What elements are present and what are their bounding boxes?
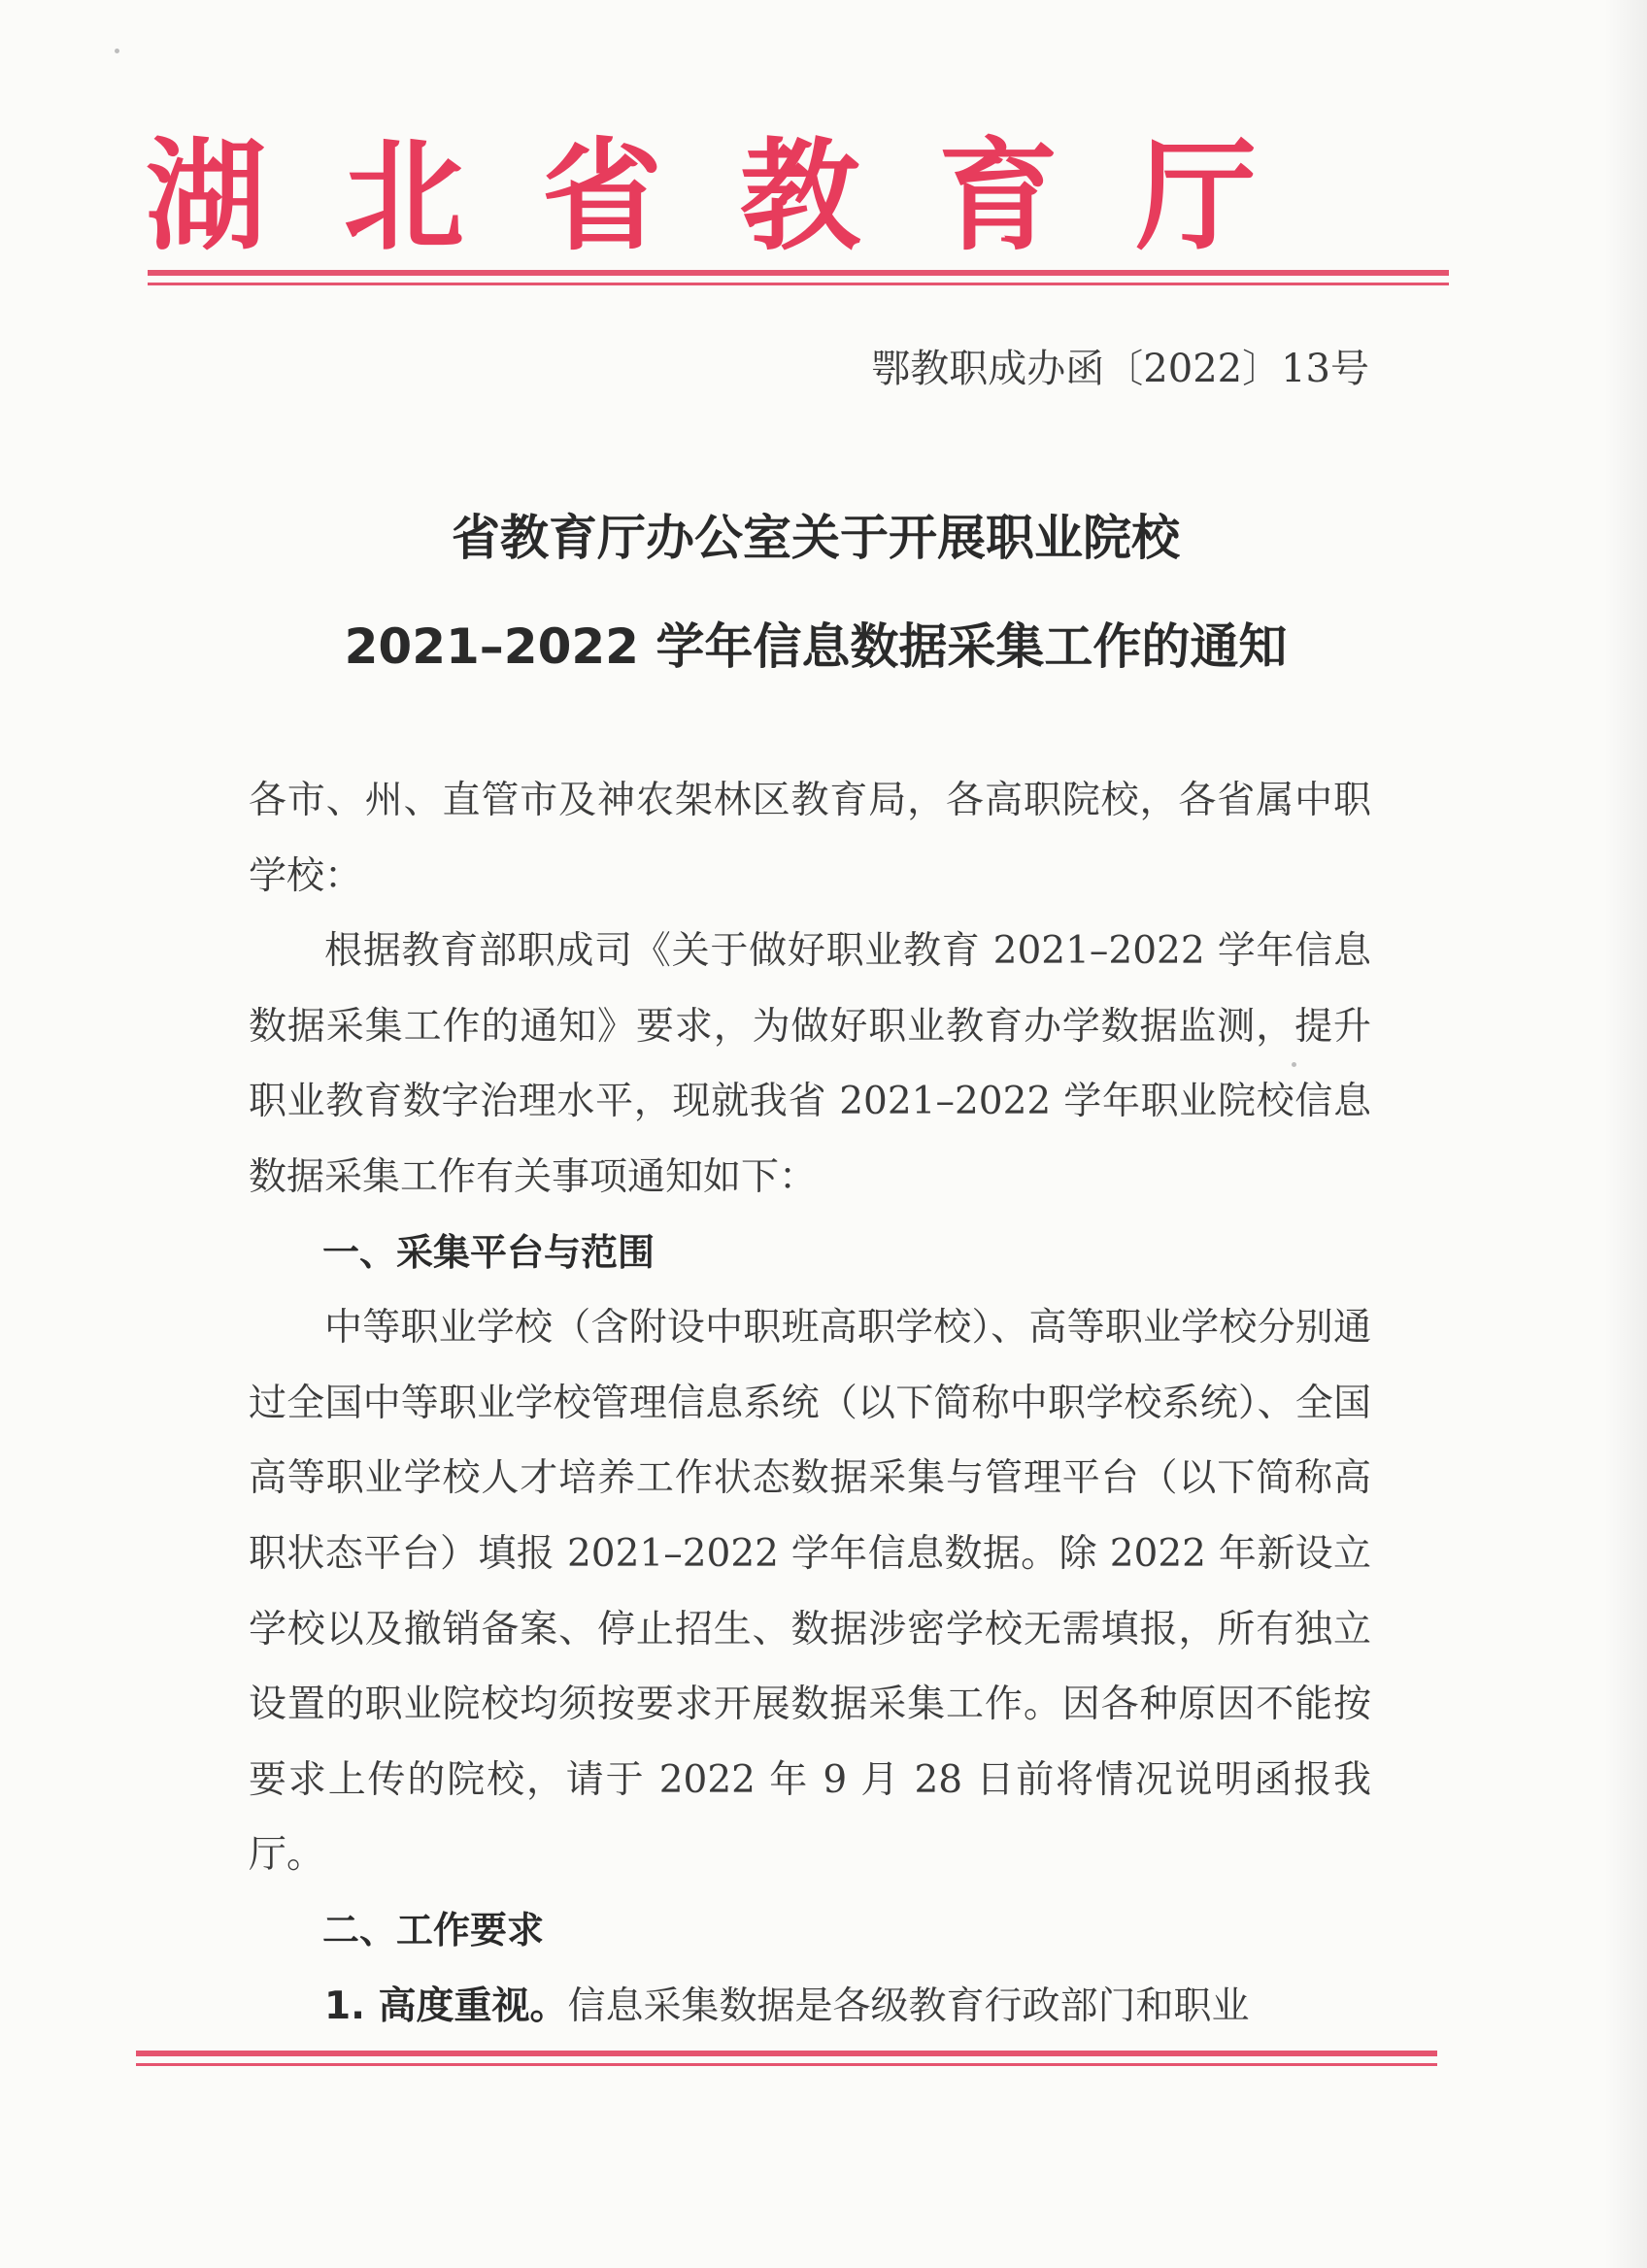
document-title-line-1: 省教育厅办公室关于开展职业院校 <box>452 510 1180 566</box>
document-title-line-2: 2021–2022 学年信息数据采集工作的通知 <box>344 618 1288 675</box>
scan-speck <box>115 49 119 53</box>
masthead-red-rule <box>148 270 1449 285</box>
section-1-paragraph: 中等职业学校（含附设中职班高职学校）、高等职业学校分别通过全国中等职业学校管理信息系统（以下简称中职学校系统）、全国高等职业学校人才培养工作状态数据采集与管理平台（以下简称高职状态平台）填报 2021–2022 学年信息数据。除 2022 年新设立学校以及撤销备案、停止招生、数据涉密学校无需填报，所有独立设置的职业院校均须按要求开展数据采集工作。因各种原因不能按要求上传的院校，请于 2022 年 9 月 28 日前将情况说明函报我厅。 <box>249 1306 1371 1878</box>
intro-paragraph: 根据教育部职成司《关于做好职业教育 2021–2022 学年信息数据采集工作的通知》要求，为做好职业教育办学数据监测，提升职业教育数字治理水平，现就我省 2021–2022 学年职业院校信息数据采集工作有关事项通知如下： <box>249 929 1371 1199</box>
document-title <box>146 503 1486 682</box>
item-1-paragraph <box>249 1969 1371 2045</box>
document-number: 鄂教职成办函〔2022〕13号 <box>871 347 1369 391</box>
masthead-title: 湖北省教育厅 <box>146 126 1335 267</box>
item-1-text: 信息采集数据是各级教育行政部门和职业 <box>567 1984 1250 2028</box>
document-body <box>249 763 1371 2044</box>
scan-edge-shadow <box>1604 0 1647 2268</box>
item-1-lead: 1. 高度重视。 <box>324 1984 568 2028</box>
section-2-heading: 二、工作要求 <box>322 1908 545 1951</box>
section-1-heading: 一、采集平台与范围 <box>322 1230 655 1274</box>
salutation: 各市、州、直管市及神农架林区教育局，各高职院校，各省属中职学校： <box>249 779 1371 898</box>
footer-red-rule <box>136 2051 1437 2066</box>
